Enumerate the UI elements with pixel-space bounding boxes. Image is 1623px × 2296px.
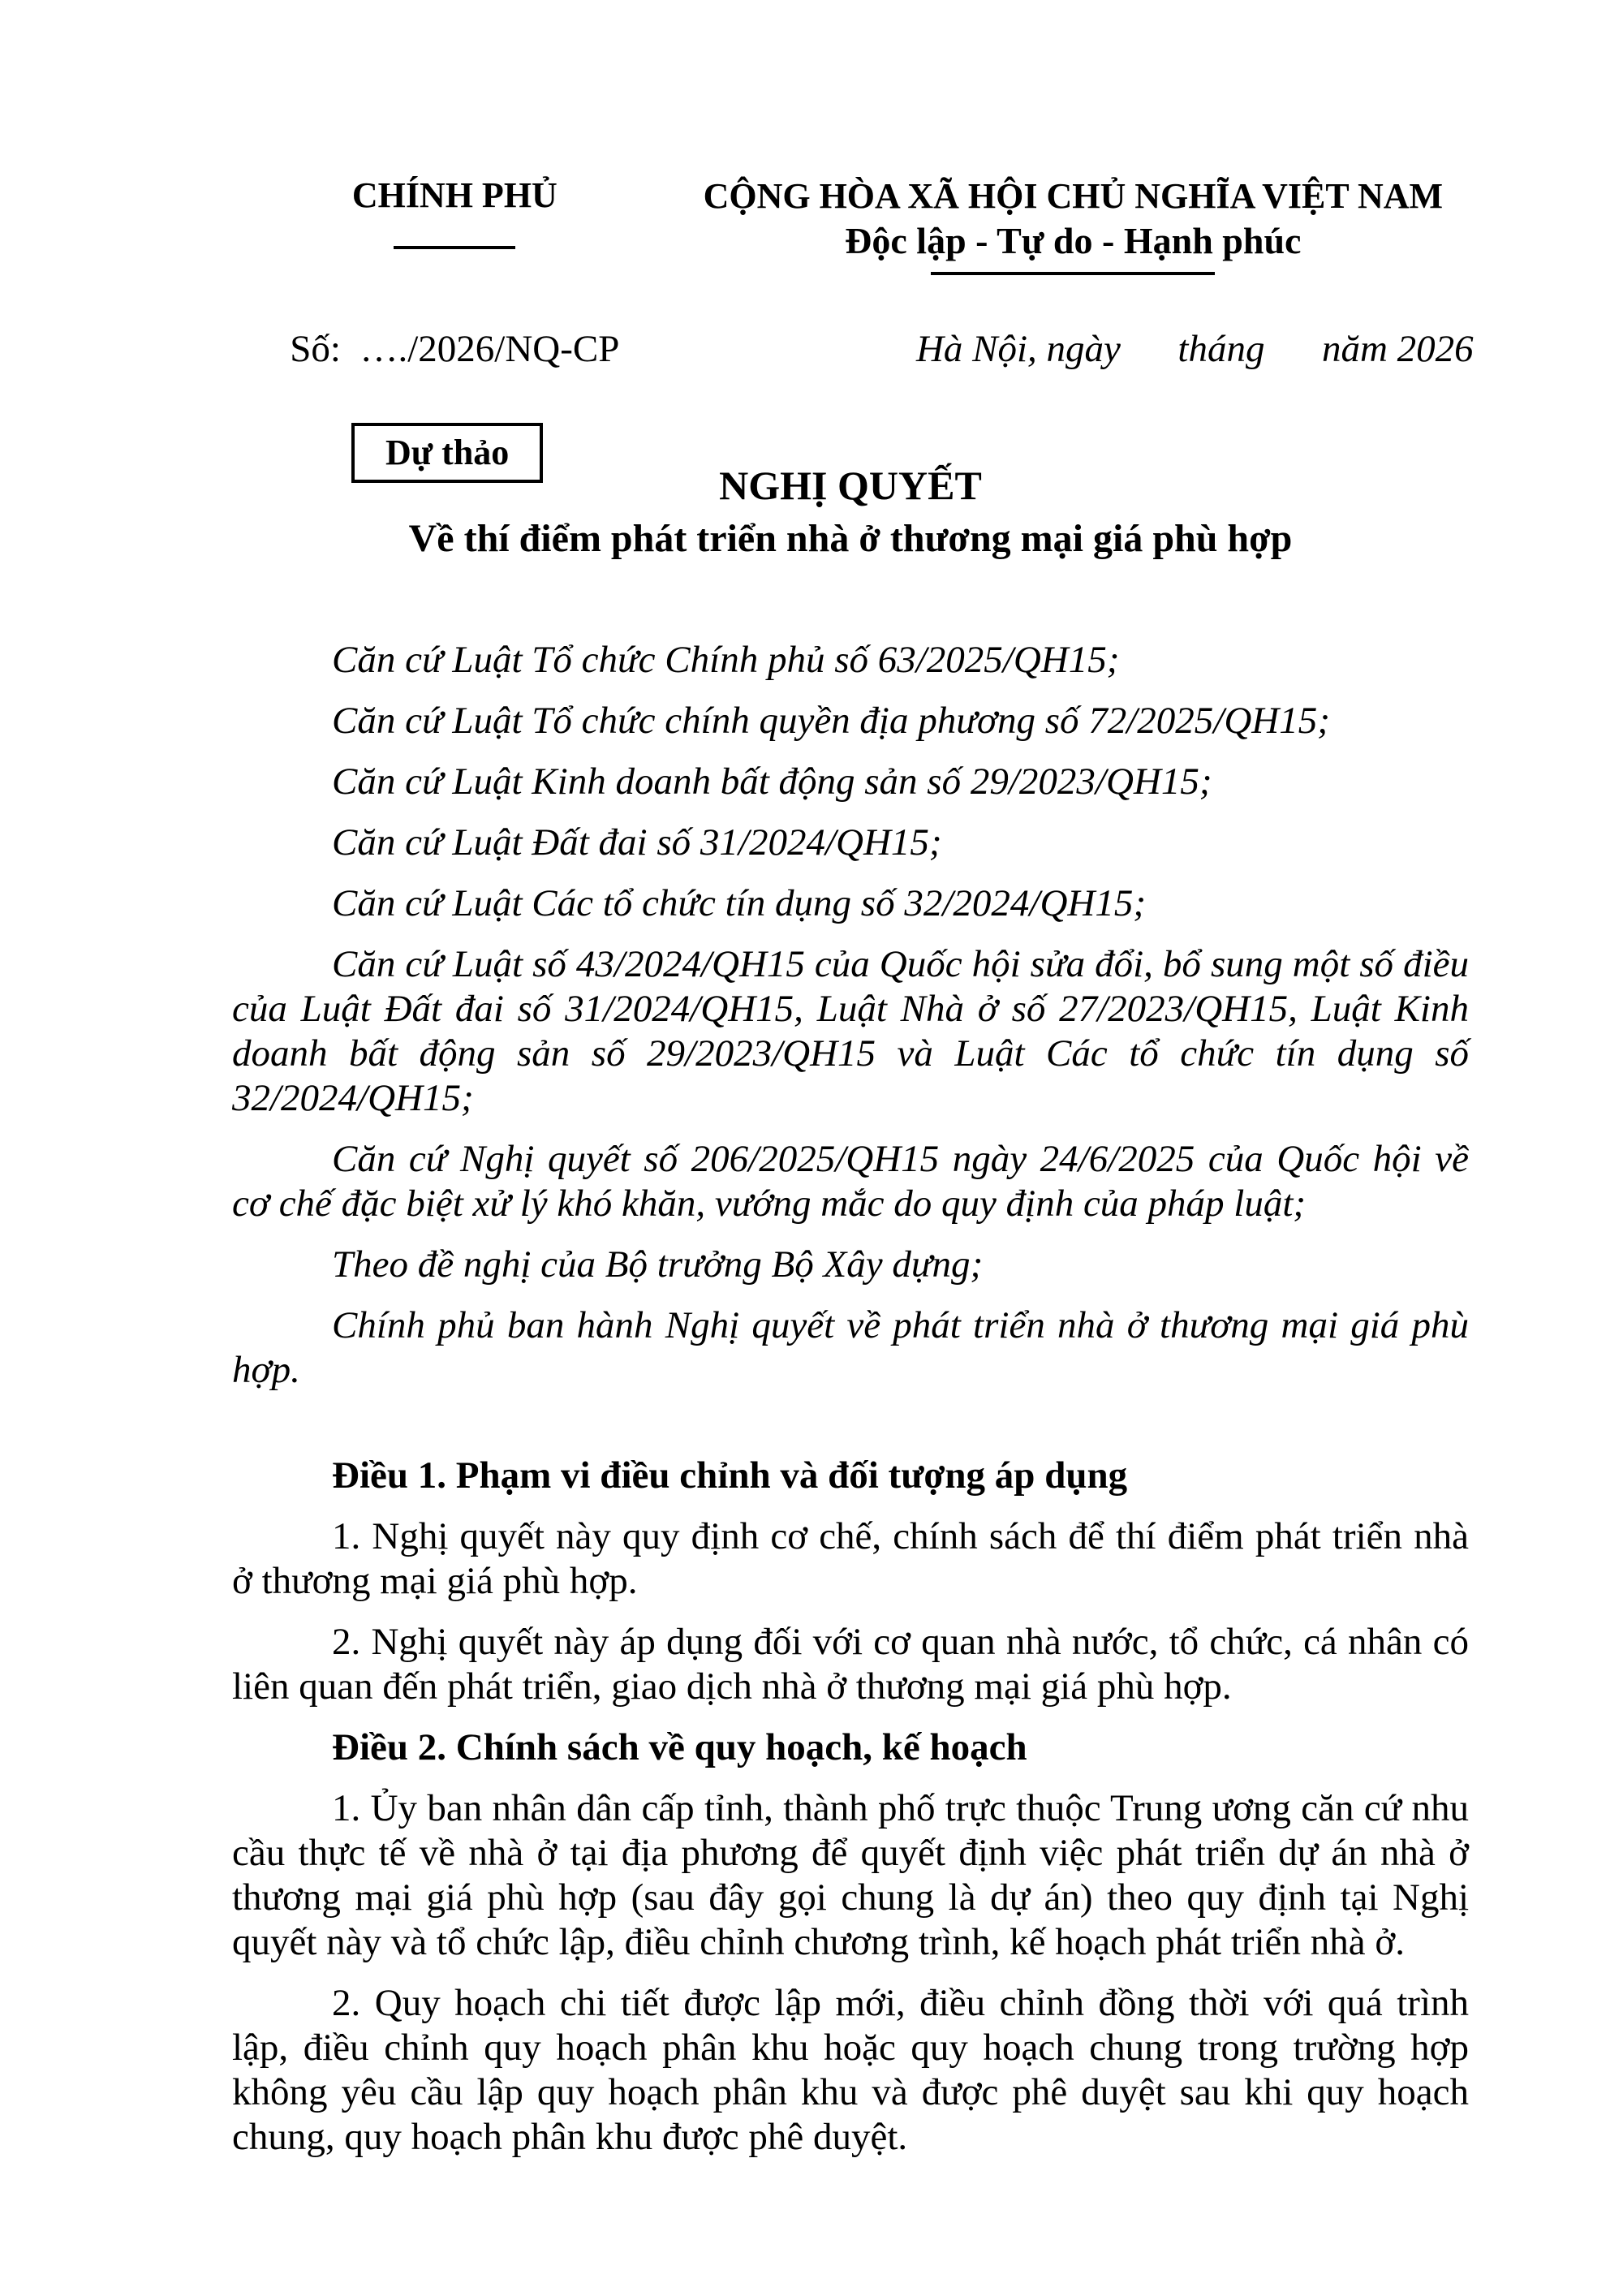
preamble-clause: Căn cứ Luật Tổ chức chính quyền địa phương số 72/2025/QH15; [332, 700, 1330, 742]
draft-label-box: Dự thảo [351, 423, 543, 483]
article-1-paragraph: 1. Nghị quyết này quy định cơ chế, chính sách để thí điểm phát triển nhà ở thương mại giá phù hợp. [232, 1515, 1469, 1602]
document-body [232, 638, 1469, 2160]
preamble-clause: Căn cứ Luật Kinh doanh bất động sản số 29/2023/QH15; [332, 760, 1212, 803]
issuing-agency-block [232, 174, 678, 275]
agency-underline [394, 246, 515, 249]
article-1-paragraph: 2. Nghị quyết này áp dụng đối với cơ quan nhà nước, tổ chức, cá nhân có liên quan đến phát triển, giao dịch nhà ở thương mại giá phù hợp. [232, 1621, 1469, 1708]
document-subject-title: Về thí điểm phát triển nhà ở thương mại giá phù hợp [408, 517, 1293, 560]
document-number: Số: …./2026/NQ-CP [290, 328, 620, 370]
number-date-row [232, 327, 1474, 372]
preamble-enacting-clause: Chính phủ ban hành Nghị quyết về phát triển nhà ở thương mại giá phù hợp. [232, 1304, 1469, 1391]
national-motto: Độc lập - Tự do - Hạnh phúc [845, 220, 1302, 261]
document-type-title: NGHỊ QUYẾT [719, 463, 982, 508]
motto-underline [931, 272, 1215, 275]
issuing-agency-name: CHÍNH PHỦ [351, 175, 558, 215]
place-and-date: Hà Nội, ngày tháng năm 2026 [915, 328, 1474, 370]
document-header [232, 174, 1469, 275]
article-2-paragraph: 1. Ủy ban nhân dân cấp tỉnh, thành phố trực thuộc Trung ương căn cứ nhu cầu thực tế về nhà ở tại địa phương để quyết định việc phát triển dự án nhà ở thương mại giá phù hợp (sau đây gọi chung là dự án) theo quy định tại Nghị quyết này và tổ chức lập, điều chỉnh chương trình, kế hoạch phát triển nhà ở. [232, 1787, 1469, 1963]
article-2-paragraph: 2. Quy hoạch chi tiết được lập mới, điều chỉnh đồng thời với quá trình lập, điều chỉnh quy hoạch phân khu hoặc quy hoạch chung trong trường hợp không yêu cầu lập quy hoạch phân khu và được phê duyệt sau khi quy hoạch chung, quy hoạch phân khu được phê duyệt. [232, 1982, 1469, 2158]
article-1-heading: Điều 1. Phạm vi điều chỉnh và đối tượng áp dụng [332, 1454, 1128, 1497]
article-2-heading: Điều 2. Chính sách về quy hoạch, kế hoạch [332, 1726, 1027, 1768]
national-title: CỘNG HÒA XÃ HỘI CHỦ NGHĨA VIỆT NAM [703, 176, 1444, 216]
preamble-clause: Căn cứ Luật Đất đai số 31/2024/QH15; [332, 821, 942, 864]
preamble-clause: Theo đề nghị của Bộ trưởng Bộ Xây dựng; [332, 1243, 984, 1286]
title-block [232, 423, 1469, 561]
preamble-clause: Căn cứ Nghị quyết số 206/2025/QH15 ngày 24/6/2025 của Quốc hội về cơ chế đặc biệt xử lý khó khăn, vướng mắc do quy định của pháp luật; [232, 1138, 1469, 1225]
preamble-clause: Căn cứ Luật số 43/2024/QH15 của Quốc hội sửa đổi, bổ sung một số điều của Luật Đất đai số 31/2024/QH15, Luật Nhà ở số 27/2023/QH15, Luật Kinh doanh bất động sản số 29/2023/QH15 và Luật Các tổ chức tín dụng số 32/2024/QH15; [232, 943, 1469, 1119]
national-header-block [678, 174, 1469, 275]
preamble-clause: Căn cứ Luật Tổ chức Chính phủ số 63/2025/QH15; [332, 639, 1120, 681]
preamble-clause: Căn cứ Luật Các tổ chức tín dụng số 32/2024/QH15; [332, 882, 1146, 924]
